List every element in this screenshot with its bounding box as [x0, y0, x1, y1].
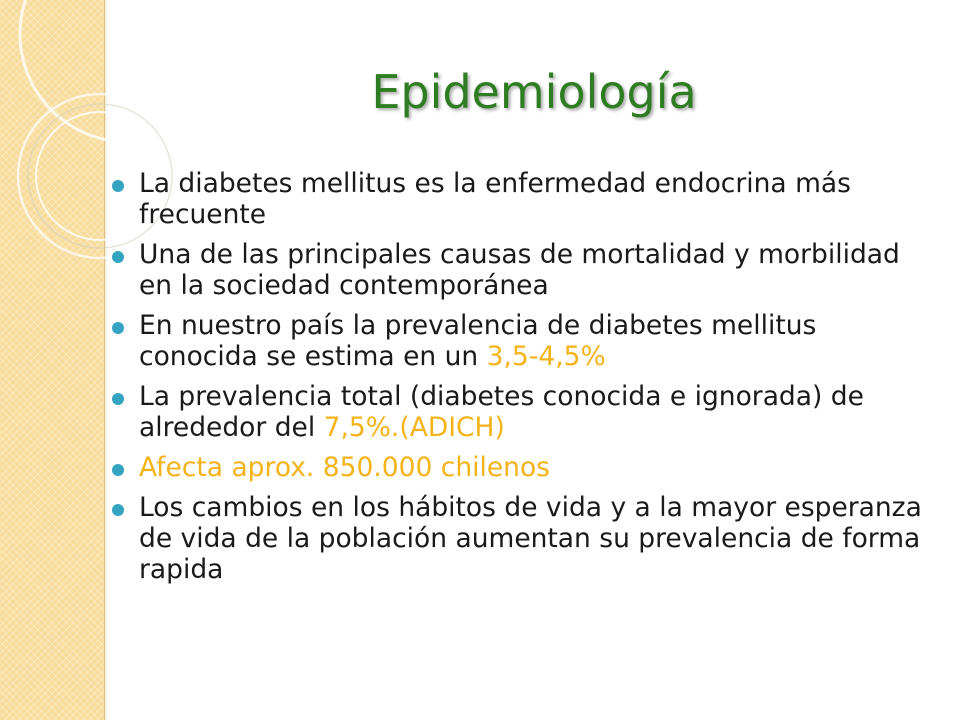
bullet-dot-icon	[112, 393, 124, 405]
slide-title: Epidemiología	[371, 65, 697, 119]
bullet-dot-icon	[112, 322, 124, 334]
bullet-text: La diabetes mellitus es la enfermedad endocrina más frecuente	[139, 168, 851, 230]
bullet-dot-icon	[112, 464, 124, 476]
bullet-text: La prevalencia total (diabetes conocida e ignorada) de alrededor del	[139, 381, 864, 443]
bullet-item	[110, 492, 930, 585]
bullet-text: En nuestro país la prevalencia de diabetes mellitus conocida se estima en un	[139, 310, 817, 372]
bullet-item	[110, 239, 930, 301]
bullet-dot-icon	[112, 251, 124, 263]
bullet-highlight: Afecta aprox. 850.000 chilenos	[139, 452, 550, 483]
bullet-dot-icon	[112, 504, 124, 516]
bullet-item	[110, 310, 930, 372]
bullet-text: Una de las principales causas de mortalidad y morbilidad en la sociedad contemporánea	[139, 239, 900, 301]
bullet-item	[110, 381, 930, 443]
bullet-highlight: 7,5%.(ADICH)	[323, 412, 505, 443]
bullet-highlight: 3,5-4,5%	[486, 341, 606, 372]
bullet-dot-icon	[112, 180, 124, 192]
bullet-list	[110, 168, 930, 594]
bullet-item	[110, 168, 930, 230]
bullet-item	[110, 452, 930, 483]
bullet-text: Los cambios en los hábitos de vida y a la mayor esperanza de vida de la población aumentan su prevalencia de forma rapida	[139, 492, 922, 585]
